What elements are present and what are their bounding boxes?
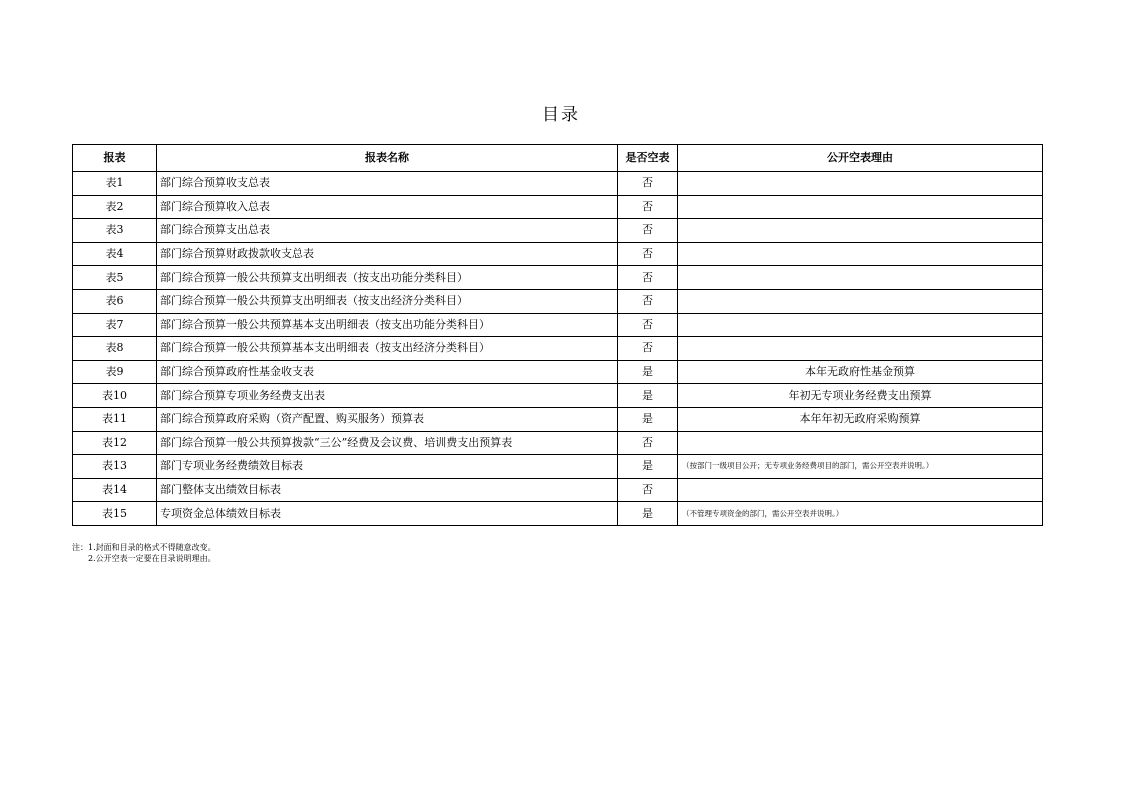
report-no-cell: 表13 xyxy=(73,455,157,479)
report-name-cell: 部门综合预算收入总表 xyxy=(157,195,618,219)
table-row xyxy=(73,360,1043,384)
table-row xyxy=(73,455,1043,479)
table-row xyxy=(73,384,1043,408)
report-no-cell: 表8 xyxy=(73,337,157,361)
report-name-cell: 部门综合预算一般公共预算基本支出明细表（按支出经济分类科目） xyxy=(157,337,618,361)
is-empty-cell: 否 xyxy=(618,431,678,455)
empty-reason-cell xyxy=(678,242,1043,266)
empty-reason-cell xyxy=(678,313,1043,337)
is-empty-cell: 是 xyxy=(618,384,678,408)
report-name-cell: 部门综合预算支出总表 xyxy=(157,219,618,243)
report-no-cell: 表2 xyxy=(73,195,157,219)
report-name-cell: 部门综合预算政府采购（资产配置、购买服务）预算表 xyxy=(157,407,618,431)
report-name-cell: 部门综合预算财政拨款收支总表 xyxy=(157,242,618,266)
report-no-cell: 表11 xyxy=(73,407,157,431)
empty-reason-cell xyxy=(678,219,1043,243)
report-no-cell: 表12 xyxy=(73,431,157,455)
is-empty-cell: 是 xyxy=(618,455,678,479)
empty-reason-cell xyxy=(678,431,1043,455)
table-row xyxy=(73,431,1043,455)
header-report-name: 报表名称 xyxy=(157,145,618,172)
report-no-cell: 表4 xyxy=(73,242,157,266)
is-empty-cell: 否 xyxy=(618,219,678,243)
report-name-cell: 部门专项业务经费绩效目标表 xyxy=(157,455,618,479)
report-no-cell: 表6 xyxy=(73,289,157,313)
is-empty-cell: 否 xyxy=(618,266,678,290)
table-row xyxy=(73,313,1043,337)
is-empty-cell: 否 xyxy=(618,313,678,337)
report-name-cell: 专项资金总体绩效目标表 xyxy=(157,502,618,526)
table-row xyxy=(73,289,1043,313)
empty-reason-cell: 本年年初无政府采购预算 xyxy=(678,407,1043,431)
is-empty-cell: 否 xyxy=(618,478,678,502)
report-name-cell: 部门综合预算一般公共预算支出明细表（按支出经济分类科目） xyxy=(157,289,618,313)
header-is-empty: 是否空表 xyxy=(618,145,678,172)
is-empty-cell: 否 xyxy=(618,337,678,361)
report-name-cell: 部门综合预算专项业务经费支出表 xyxy=(157,384,618,408)
report-no-cell: 表10 xyxy=(73,384,157,408)
report-no-cell: 表14 xyxy=(73,478,157,502)
is-empty-cell: 否 xyxy=(618,289,678,313)
is-empty-cell: 是 xyxy=(618,407,678,431)
report-name-cell: 部门综合预算政府性基金收支表 xyxy=(157,360,618,384)
table-row xyxy=(73,172,1043,196)
report-name-cell: 部门综合预算收支总表 xyxy=(157,172,618,196)
table-body xyxy=(73,172,1043,526)
empty-reason-cell xyxy=(678,195,1043,219)
report-name-cell: 部门综合预算一般公共预算拨款“三公”经费及会议费、培训费支出预算表 xyxy=(157,431,618,455)
header-report-no: 报表 xyxy=(73,145,157,172)
empty-reason-cell xyxy=(678,266,1043,290)
is-empty-cell: 否 xyxy=(618,172,678,196)
table-row xyxy=(73,478,1043,502)
footnote-2: 2.公开空表一定要在目录说明理由。 xyxy=(88,554,216,563)
report-no-cell: 表9 xyxy=(73,360,157,384)
report-name-cell: 部门综合预算一般公共预算支出明细表（按支出功能分类科目） xyxy=(157,266,618,290)
table-row xyxy=(73,195,1043,219)
report-no-cell: 表7 xyxy=(73,313,157,337)
report-name-cell: 部门综合预算一般公共预算基本支出明细表（按支出功能分类科目） xyxy=(157,313,618,337)
table-row xyxy=(73,337,1043,361)
is-empty-cell: 否 xyxy=(618,242,678,266)
table-row xyxy=(73,407,1043,431)
header-empty-reason: 公开空表理由 xyxy=(678,145,1043,172)
footnotes xyxy=(72,542,216,564)
report-no-cell: 表1 xyxy=(73,172,157,196)
footnote-1: 注：1.封面和目录的格式不得随意改变。 xyxy=(72,543,216,552)
empty-reason-cell: 本年无政府性基金预算 xyxy=(678,360,1043,384)
empty-reason-cell xyxy=(678,289,1043,313)
empty-reason-cell: 年初无专项业务经费支出预算 xyxy=(678,384,1043,408)
is-empty-cell: 是 xyxy=(618,360,678,384)
table-row xyxy=(73,242,1043,266)
report-index-table xyxy=(72,144,1043,526)
empty-reason-cell: （不管理专项资金的部门，需公开空表并说明。） xyxy=(678,502,1043,526)
empty-reason-cell xyxy=(678,337,1043,361)
table-header-row xyxy=(73,145,1043,172)
is-empty-cell: 是 xyxy=(618,502,678,526)
page-title: 目录 xyxy=(542,105,580,125)
empty-reason-cell xyxy=(678,172,1043,196)
table-row xyxy=(73,219,1043,243)
report-no-cell: 表15 xyxy=(73,502,157,526)
empty-reason-cell: （按部门一级项目公开；无专项业务经费项目的部门，需公开空表并说明。） xyxy=(678,455,1043,479)
report-no-cell: 表3 xyxy=(73,219,157,243)
table-row xyxy=(73,502,1043,526)
table-row xyxy=(73,266,1043,290)
report-name-cell: 部门整体支出绩效目标表 xyxy=(157,478,618,502)
empty-reason-cell xyxy=(678,478,1043,502)
is-empty-cell: 否 xyxy=(618,195,678,219)
report-no-cell: 表5 xyxy=(73,266,157,290)
